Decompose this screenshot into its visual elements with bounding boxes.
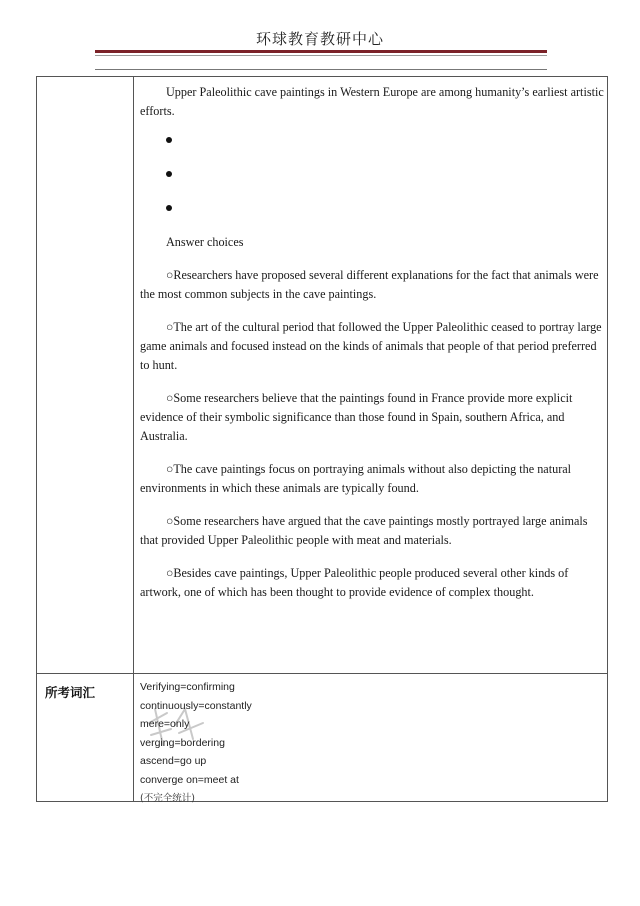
summary-bullet-3[interactable] <box>140 203 604 237</box>
answer-choice-2[interactable]: ○The art of the cultural period that followed the Upper Paleolithic ceased to portray large game animals and focused instead on the kinds of animals that people of that period preferred to hunt. <box>140 320 602 372</box>
bullet-dot-icon <box>166 137 172 143</box>
summary-bullet-1[interactable] <box>140 135 604 169</box>
answer-choice-5[interactable]: ○Some researchers have argued that the cave paintings mostly portrayed large animals that provided Upper Paleolithic people with meat and materials. <box>140 514 588 547</box>
vocab-item: ascend=go up <box>140 755 207 768</box>
question-content <box>140 83 604 616</box>
vocab-item: Verifying=confirming <box>140 681 235 693</box>
header-rule-gray <box>95 55 547 56</box>
answer-choice-1[interactable]: ○Researchers have proposed several different explanations for the fact that animals were the most common subjects in the cave paintings. <box>140 268 599 301</box>
bullet-dot-icon <box>166 171 172 177</box>
vocab-note: (不完全统计) <box>140 792 195 804</box>
answer-choice-3[interactable]: ○Some researchers believe that the paintings found in France provide more explicit evidence of their symbolic significance than those found in Spain, southern Africa, and Australia. <box>140 391 573 443</box>
vocab-label: 所考词汇 <box>45 685 96 700</box>
document-table <box>36 76 608 802</box>
vocab-item: verging=bordering <box>140 736 225 749</box>
answer-choice-6[interactable]: ○Besides cave paintings, Upper Paleolithic people produced several other kinds of artwork, one of which has been thought to provide evidence of complex thought. <box>140 566 569 599</box>
bullet-dot-icon <box>166 205 172 211</box>
summary-bullet-2[interactable] <box>140 169 604 203</box>
header-rule-thin <box>95 69 547 70</box>
vocab-item: mere=only <box>140 718 190 731</box>
page-header-title: 环球教育教研中心 <box>255 30 384 48</box>
intro-sentence: Upper Paleolithic cave paintings in Western Europe are among humanity’s earliest artistic efforts. <box>140 85 604 118</box>
row-divider <box>37 673 607 674</box>
vocab-item: converge on=meet at <box>140 773 239 786</box>
answer-choices-heading: Answer choices <box>166 235 244 249</box>
vocab-list <box>140 678 252 808</box>
vocab-item: continuously=constantly <box>140 699 252 712</box>
answer-choice-4[interactable]: ○The cave paintings focus on portraying animals without also depicting the natural environments in which these animals are typically found. <box>140 462 572 495</box>
column-divider <box>133 77 134 801</box>
header-rule-red <box>95 50 547 53</box>
